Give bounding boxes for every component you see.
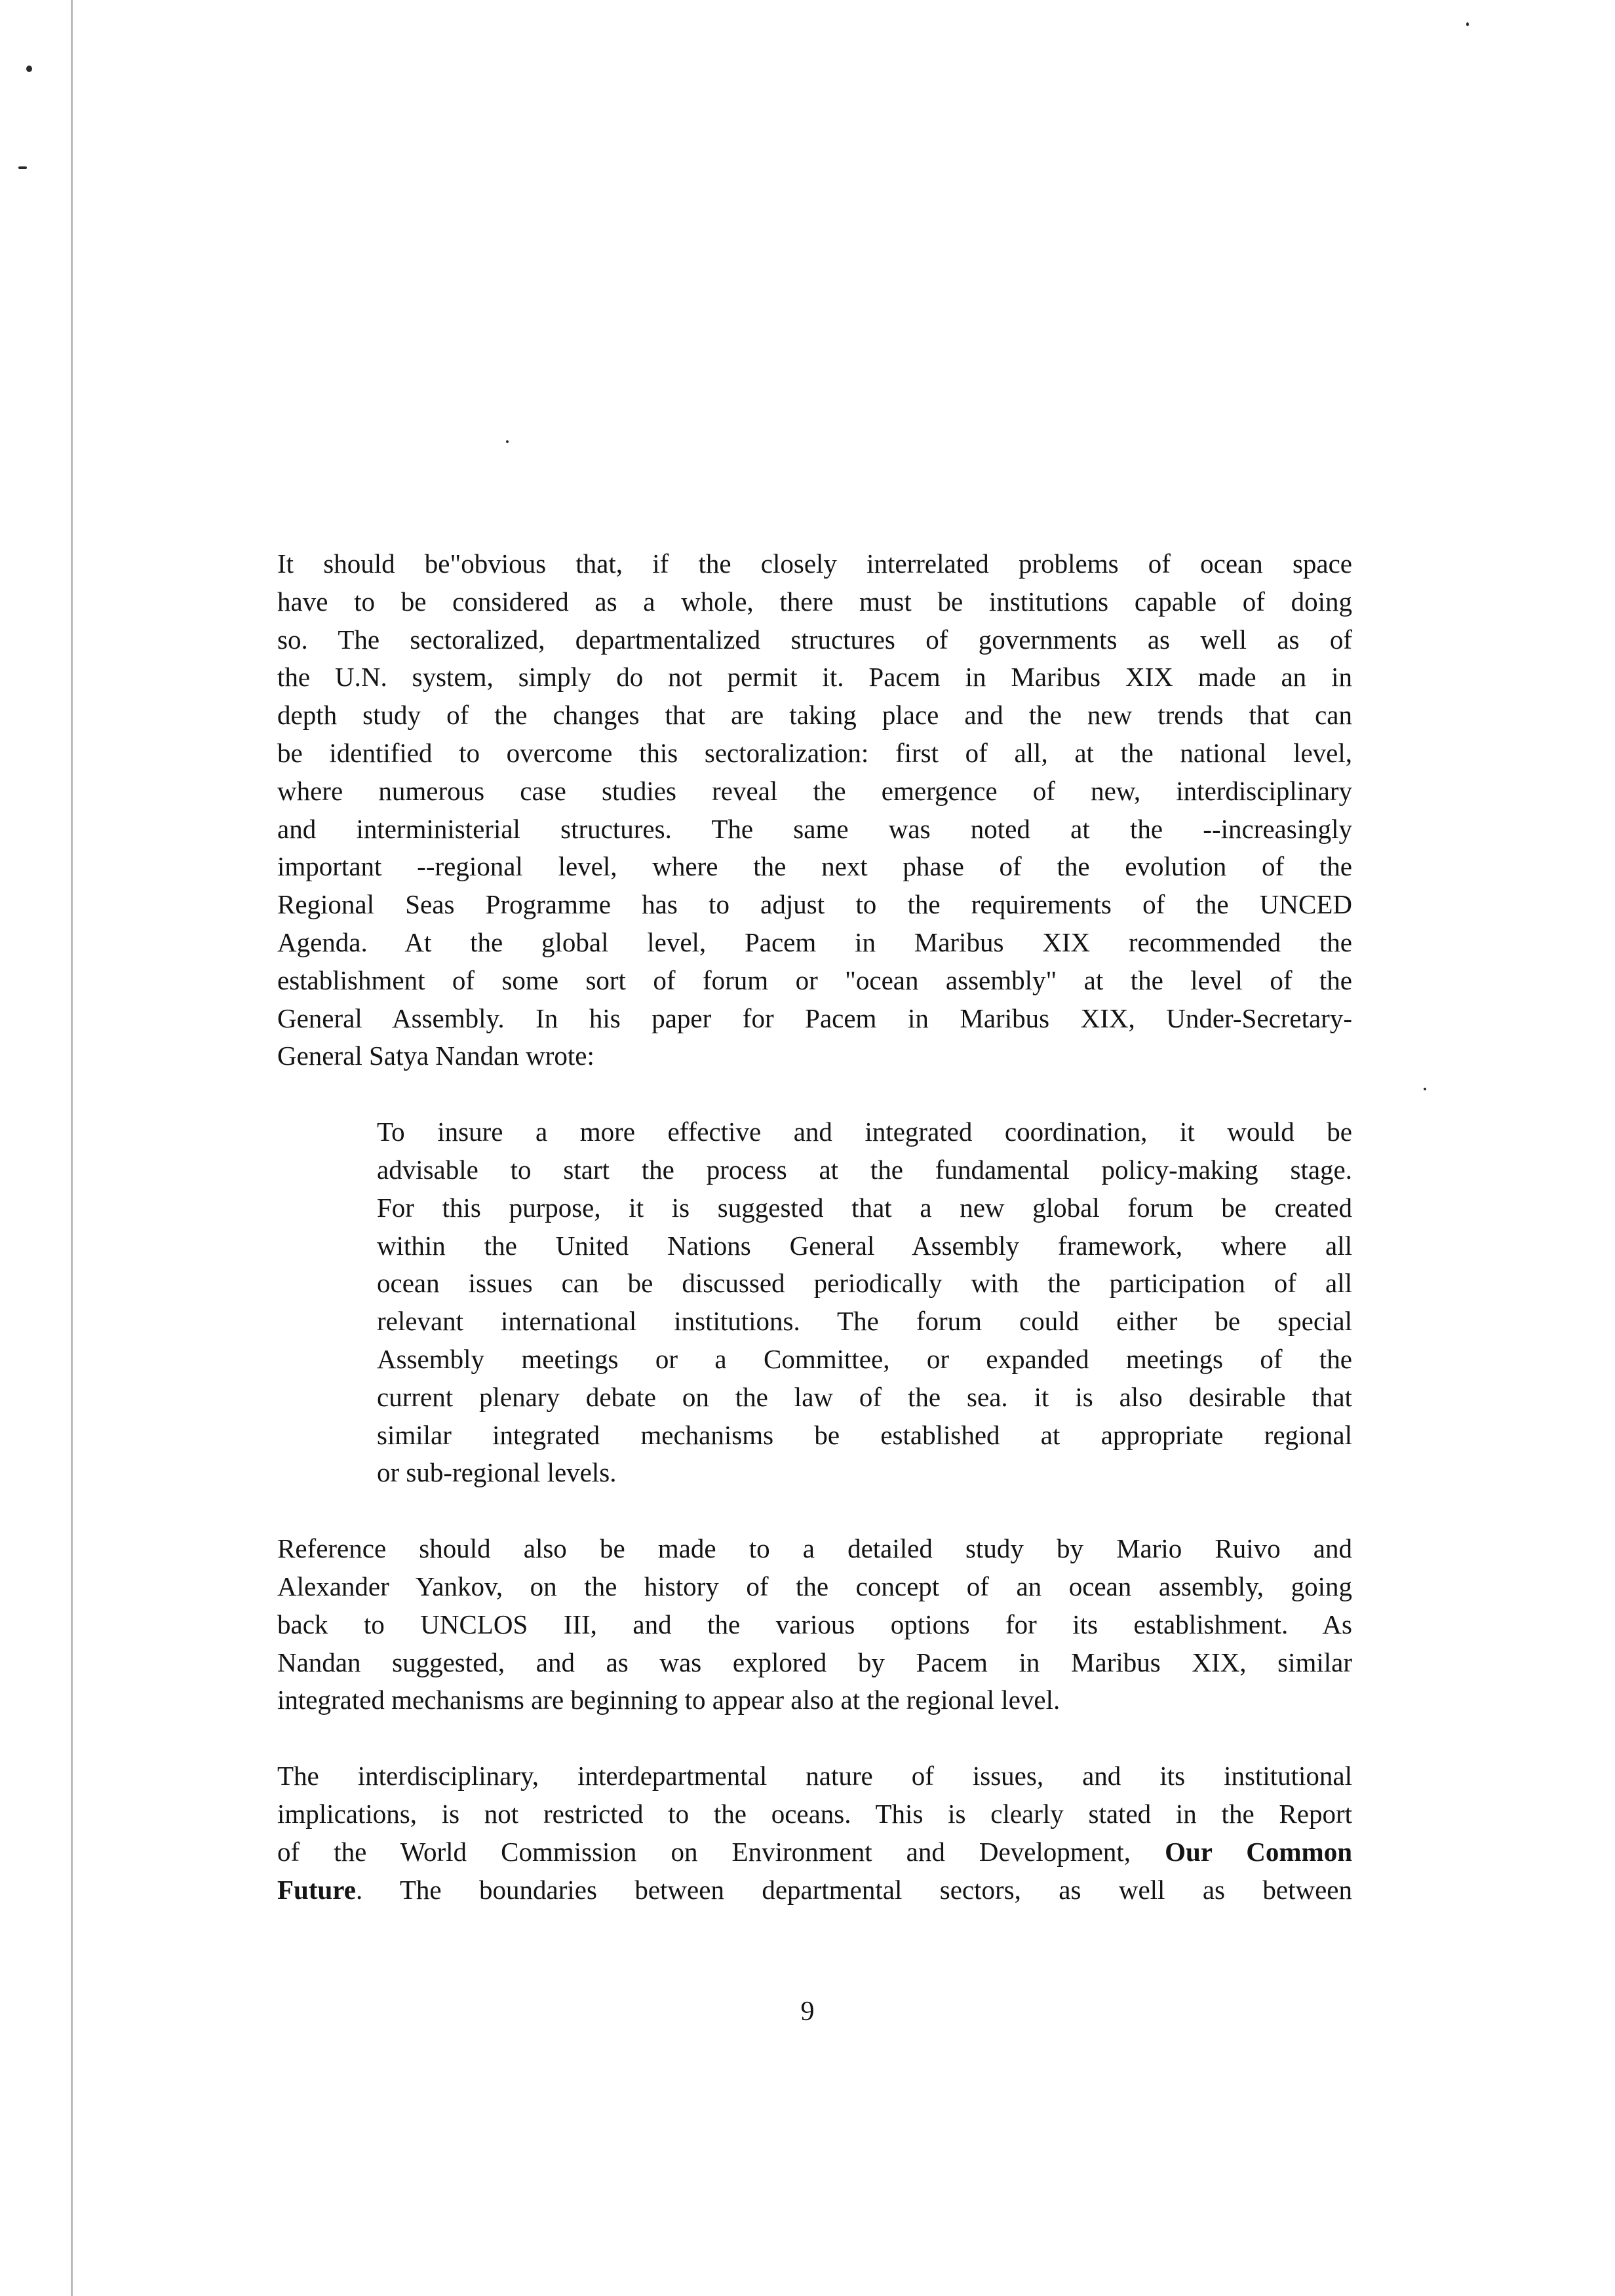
text-line: so. The sectoralized, departmentalized structures of governments as well as of	[277, 624, 1352, 655]
text-line: Alexander Yankov, on the history of the concept of an ocean assembly, going	[277, 1571, 1352, 1601]
text-line: where numerous case studies reveal the emergence of new, interdisciplinary	[277, 775, 1352, 806]
text-line: back to UNCLOS III, and the various options for its establishment. As	[277, 1609, 1352, 1639]
text-line: have to be considered as a whole, there must be institutions capable of doing	[277, 586, 1352, 617]
quote-line: or sub-regional levels.	[377, 1457, 617, 1488]
page-number: 9	[800, 1997, 815, 2027]
text-line	[277, 1871, 1352, 1909]
scan-speck	[506, 440, 509, 443]
quote-line: relevant international institutions. The forum could either be special	[377, 1306, 1352, 1337]
quote-line: Assembly meetings or a Committee, or expanded meetings of the	[377, 1343, 1352, 1374]
quote-line: For this purpose, it is suggested that a new global forum be created	[377, 1192, 1352, 1223]
text-line: Reference should also be made to a detailed study by Mario Ruivo and	[277, 1533, 1352, 1564]
text-line: Regional Seas Programme has to adjust to the requirements of the UNCED	[277, 889, 1352, 920]
text-line: General Assembly. In his paper for Pacem in Maribus XIX, Under-Secretary-	[277, 1003, 1352, 1033]
text-line: Nandan suggested, and as was explored by Pacem in Maribus XIX, similar	[277, 1647, 1352, 1677]
quote-line: To insure a more effective and integrated coordination, it would be	[377, 1117, 1352, 1147]
page-edge-line	[71, 0, 73, 2296]
scan-speck	[18, 166, 27, 169]
scan-speck	[1466, 22, 1469, 26]
paragraph-ocean-institutions	[277, 545, 1352, 1075]
book-title-run: Our Common	[1165, 1836, 1352, 1867]
book-title-run: Future	[277, 1874, 356, 1905]
paragraph-gap	[277, 1075, 1352, 1113]
block-quote-nandan	[277, 1113, 1352, 1492]
paragraph-gap	[277, 1719, 1352, 1757]
text-line: General Satya Nandan wrote:	[277, 1041, 594, 1071]
scan-speck	[26, 66, 32, 72]
text-line: integrated mechanisms are beginning to appear also at the regional level.	[277, 1685, 1060, 1715]
text-line: be identified to overcome this sectoralization: first of all, at the national level,	[277, 737, 1352, 768]
text-line: depth study of the changes that are taking place and the new trends that can	[277, 700, 1352, 731]
text-line: and interministerial structures. The same was noted at the --increasingly	[277, 813, 1352, 844]
text-run: of the World Commission on Environment and Development,	[277, 1836, 1165, 1867]
text-line: Agenda. At the global level, Pacem in Maribus XIX recommended the	[277, 927, 1352, 957]
text-run: . The boundaries between departmental sectors, as well as between	[355, 1874, 1352, 1905]
page-body	[277, 545, 1352, 1909]
quote-line: advisable to start the process at the fundamental policy-making stage.	[377, 1154, 1352, 1185]
quote-line: current plenary debate on the law of the sea. it is also desirable that	[377, 1381, 1352, 1412]
quote-line: ocean issues can be discussed periodically with the participation of all	[377, 1268, 1352, 1299]
text-line: important --regional level, where the next phase of the evolution of the	[277, 851, 1352, 882]
paragraph-interdisciplinary-issues	[277, 1757, 1352, 1909]
text-line: It should be"obvious that, if the closely interrelated problems of ocean space	[277, 548, 1352, 579]
quote-line: within the United Nations General Assembly framework, where all	[377, 1230, 1352, 1261]
text-line: establishment of some sort of forum or "ocean assembly" at the level of the	[277, 965, 1352, 995]
paragraph-ocean-assembly-study	[277, 1530, 1352, 1719]
text-line: implications, is not restricted to the oceans. This is clearly stated in the Report	[277, 1798, 1352, 1829]
quote-line: similar integrated mechanisms be established at appropriate regional	[377, 1419, 1352, 1450]
scan-speck	[1424, 1088, 1426, 1090]
text-line	[277, 1833, 1352, 1871]
paragraph-gap	[277, 1492, 1352, 1530]
text-line: the U.N. system, simply do not permit it. Pacem in Maribus XIX made an in	[277, 662, 1352, 693]
text-line: The interdisciplinary, interdepartmental nature of issues, and its institutional	[277, 1761, 1352, 1791]
